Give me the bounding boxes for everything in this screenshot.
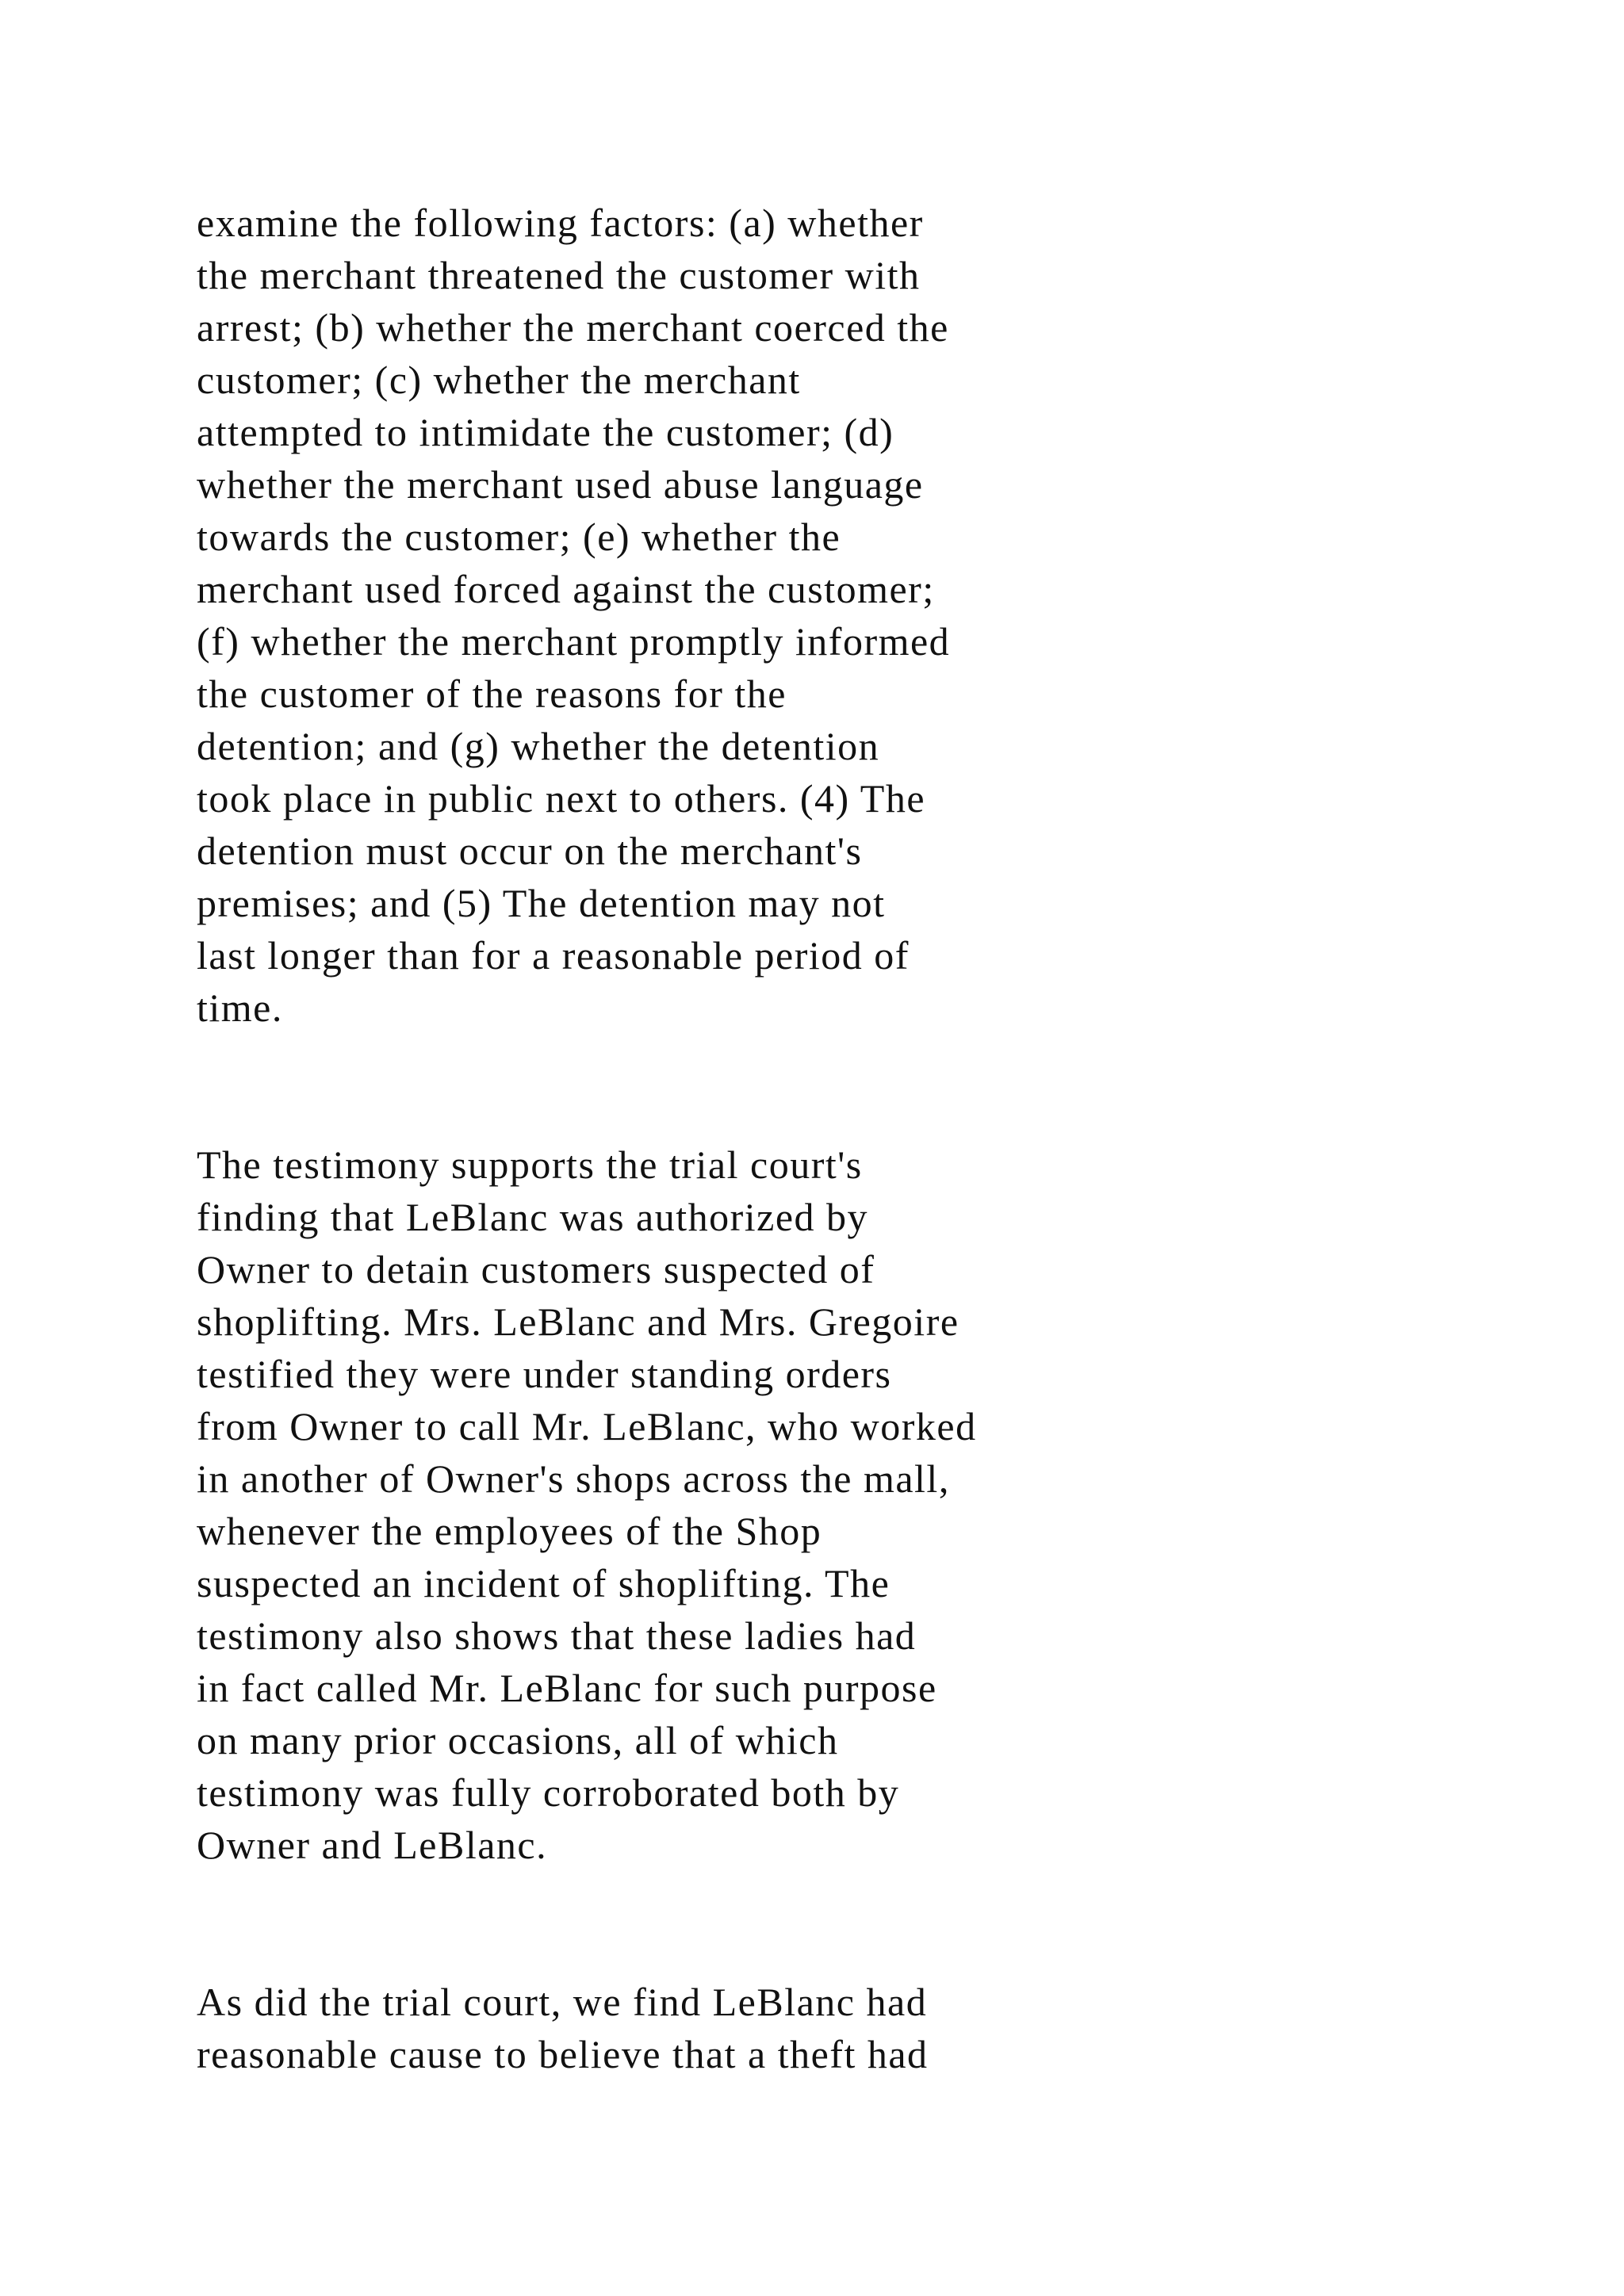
text-line: shoplifting. Mrs. LeBlanc and Mrs. Gregoire: [197, 1299, 959, 1344]
paragraph-testimony: [197, 1138, 977, 1871]
text-line: in another of Owner's shops across the mall,: [197, 1456, 950, 1501]
text-line: As did the trial court, we find LeBlanc had: [197, 1980, 928, 2024]
text-line: suspected an incident of shoplifting. The: [197, 1561, 891, 1605]
text-line: testimony also shows that these ladies had: [197, 1613, 917, 1658]
text-line: Owner and LeBlanc.: [197, 1823, 548, 1867]
text-line: took place in public next to others. (4) The: [197, 776, 926, 821]
text-line: whenever the employees of the Shop: [197, 1509, 822, 1553]
text-line: on many prior occasions, all of which: [197, 1718, 839, 1762]
text-line: merchant used forced against the customer;: [197, 567, 935, 611]
text-line: whether the merchant used abuse language: [197, 462, 924, 507]
text-line: from Owner to call Mr. LeBlanc, who worked: [197, 1404, 977, 1448]
text-line: testified they were under standing orders: [197, 1352, 892, 1396]
text-line: testimony was fully corroborated both by: [197, 1770, 900, 1815]
text-line: in fact called Mr. LeBlanc for such purpose: [197, 1666, 937, 1710]
paragraph-reasonable-cause: [197, 1976, 929, 2080]
text-line: last longer than for a reasonable period of: [197, 933, 910, 978]
text-line: towards the customer; (e) whether the: [197, 515, 841, 559]
text-line: detention; and (g) whether the detention: [197, 724, 880, 768]
text-line: time.: [197, 985, 283, 1030]
text-line: examine the following factors: (a) whether: [197, 201, 924, 245]
text-line: The testimony supports the trial court's: [197, 1142, 863, 1187]
text-line: the customer of the reasons for the: [197, 672, 787, 716]
text-line: customer; (c) whether the merchant: [197, 358, 801, 402]
text-line: arrest; (b) whether the merchant coerced the: [197, 305, 949, 350]
text-line: Owner to detain customers suspected of: [197, 1247, 875, 1292]
text-line: finding that LeBlanc was authorized by: [197, 1195, 869, 1239]
text-line: the merchant threatened the customer with: [197, 253, 921, 297]
text-line: attempted to intimidate the customer; (d): [197, 410, 894, 454]
text-line: detention must occur on the merchant's: [197, 828, 863, 873]
paragraph-detention-factors: [197, 197, 950, 1034]
text-line: premises; and (5) The detention may not: [197, 881, 886, 925]
text-line: reasonable cause to believe that a theft had: [197, 2032, 929, 2076]
text-line: (f) whether the merchant promptly informed: [197, 619, 951, 664]
